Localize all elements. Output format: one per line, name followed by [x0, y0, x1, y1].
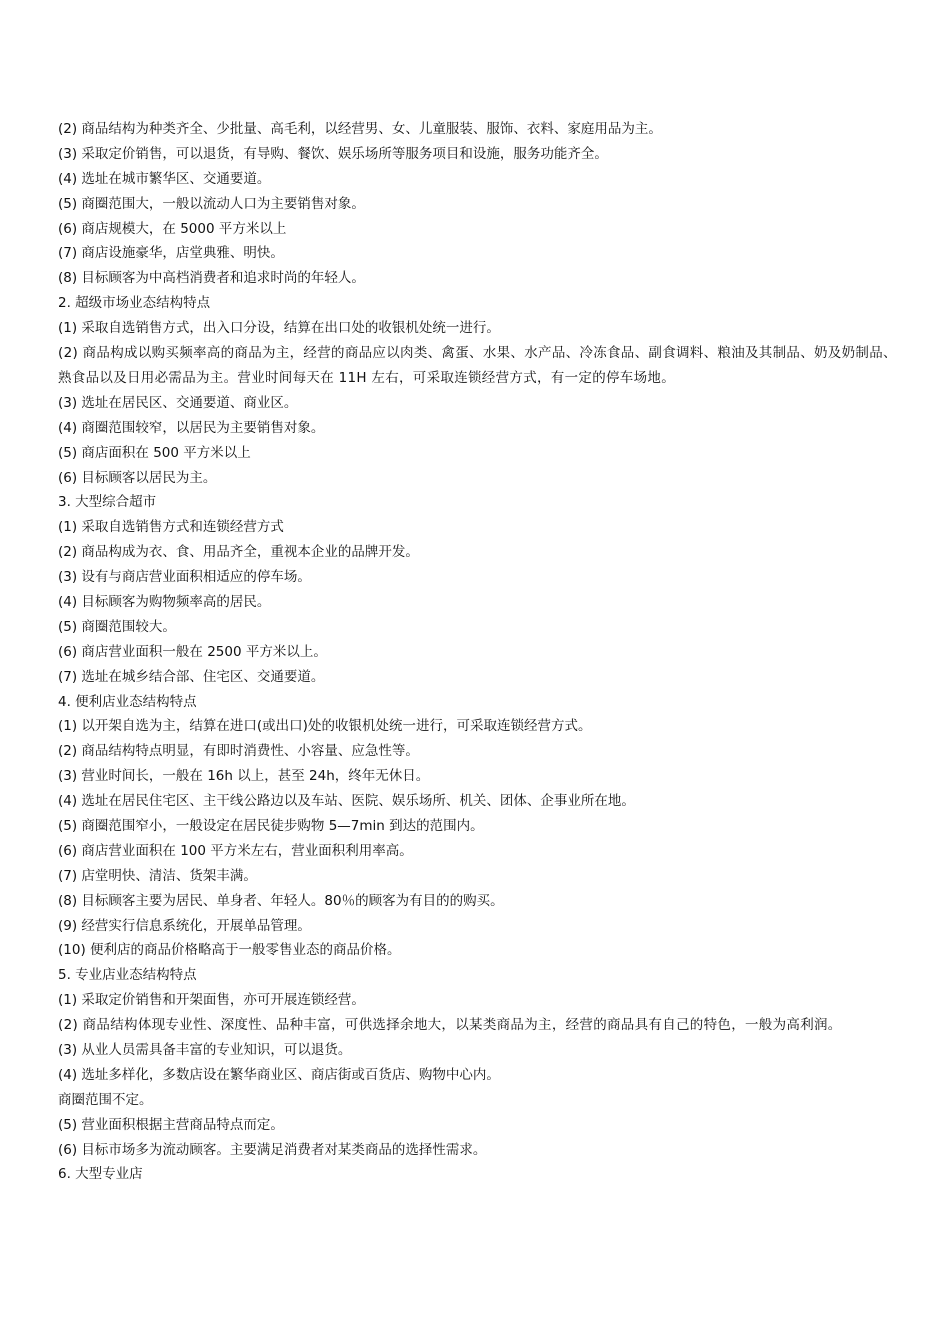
- text-line: (5) 商圈范围较大。: [58, 618, 176, 635]
- text-line: (5) 商圈范围窄小，一般设定在居民徒步购物 5—7min 到达的范围内。: [58, 817, 484, 834]
- text-line: (1) 以开架自选为主，结算在进口(或出口)处的收银机处统一进行，可采取连锁经营方式。: [58, 718, 592, 735]
- text-line: (2) 商品结构特点明显，有即时消费性、小容量、应急性等。: [58, 743, 419, 760]
- document-page: [58, 117, 898, 1187]
- text-line: (6) 商店营业面积在 100 平方米左右，营业面积利用率高。: [58, 842, 413, 859]
- section-heading: 5. 专业店业态结构特点: [58, 967, 197, 984]
- text-line: (7) 选址在城乡结合部、住宅区、交通要道。: [58, 668, 325, 685]
- section-heading: 3. 大型综合超市: [58, 494, 157, 511]
- text-line: (5) 商店面积在 500 平方米以上: [58, 444, 251, 461]
- text-line: (6) 商店营业面积一般在 2500 平方米以上。: [58, 643, 327, 660]
- text-line: (3) 采取定价销售，可以退货，有导购、餐饮、娱乐场所等服务项目和设施，服务功能齐全。: [58, 145, 608, 162]
- text-line: (5) 商圈范围大，一般以流动人口为主要销售对象。: [58, 195, 365, 212]
- text-line: (6) 商店规模大，在 5000 平方米以上: [58, 220, 287, 237]
- text-line: 商圈范围不定。: [58, 1091, 153, 1108]
- text-line: (3) 营业时间长，一般在 16h 以上，甚至 24h，终年无休日。: [58, 768, 430, 785]
- section-heading: 4. 便利店业态结构特点: [58, 693, 197, 710]
- text-line: (4) 选址在城市繁华区、交通要道。: [58, 170, 271, 187]
- text-line: (3) 设有与商店营业面积相适应的停车场。: [58, 569, 311, 586]
- text-paragraph: (2) 商品结构体现专业性、深度性、品种丰富，可供选择余地大，以某类商品为主，经营的商品具有自己的特色，一般为高利润。: [58, 1017, 842, 1034]
- text-line: (7) 商店设施豪华，店堂典雅、明快。: [58, 245, 284, 262]
- section-heading: 2. 超级市场业态结构特点: [58, 295, 211, 312]
- text-line: (10) 便利店的商品价格略高于一般零售业态的商品价格。: [58, 942, 401, 959]
- text-line: (4) 目标顾客为购物频率高的居民。: [58, 593, 271, 610]
- text-line: (2) 商品构成为衣、食、用品齐全，重视本企业的品牌开发。: [58, 544, 419, 561]
- text-line: (1) 采取自选销售方式，出入口分设，结算在出口处的收银机处统一进行。: [58, 320, 500, 337]
- text-line: (2) 商品结构为种类齐全、少批量、高毛利，以经营男、女、儿童服装、服饰、衣料、家庭用品为主。: [58, 121, 662, 137]
- section-heading: 6. 大型专业店: [58, 1166, 143, 1183]
- text-line: (8) 目标顾客为中高档消费者和追求时尚的年轻人。: [58, 270, 365, 287]
- text-line: (4) 选址多样化，多数店设在繁华商业区、商店街或百货店、购物中心内。: [58, 1066, 500, 1083]
- text-line: (9) 经营实行信息系统化，开展单品管理。: [58, 917, 311, 934]
- text-line: (3) 从业人员需具备丰富的专业知识，可以退货。: [58, 1042, 352, 1058]
- text-line: (4) 商圈范围较窄，以居民为主要销售对象。: [58, 419, 325, 436]
- text-paragraph: (2) 商品构成以购买频率高的商品为主，经营的商品应以肉类、禽蛋、水果、水产品、冷冻食品、副食调料、粮油及其制品、奶及奶制品、熟食品以及日用必需品为主。营业时间每天在 11H 左右，可采取连锁经营方式，有一定的停车场地。: [58, 345, 897, 386]
- text-line: (1) 采取定价销售和开架面售，亦可开展连锁经营。: [58, 992, 365, 1009]
- text-line: (5) 营业面积根据主营商品特点而定。: [58, 1116, 284, 1133]
- text-line: (6) 目标市场多为流动顾客。主要满足消费者对某类商品的选择性需求。: [58, 1141, 487, 1158]
- text-line: (7) 店堂明快、清洁、货架丰满。: [58, 867, 257, 884]
- text-line: (4) 选址在居民住宅区、主干线公路边以及车站、医院、娱乐场所、机关、团体、企事业所在地。: [58, 793, 635, 810]
- text-line: (3) 选址在居民区、交通要道、商业区。: [58, 394, 298, 411]
- text-line: (1) 采取自选销售方式和连锁经营方式: [58, 519, 284, 536]
- text-line: (6) 目标顾客以居民为主。: [58, 469, 217, 486]
- text-line: (8) 目标顾客主要为居民、单身者、年轻人。80％的顾客为有目的的购买。: [58, 892, 504, 909]
